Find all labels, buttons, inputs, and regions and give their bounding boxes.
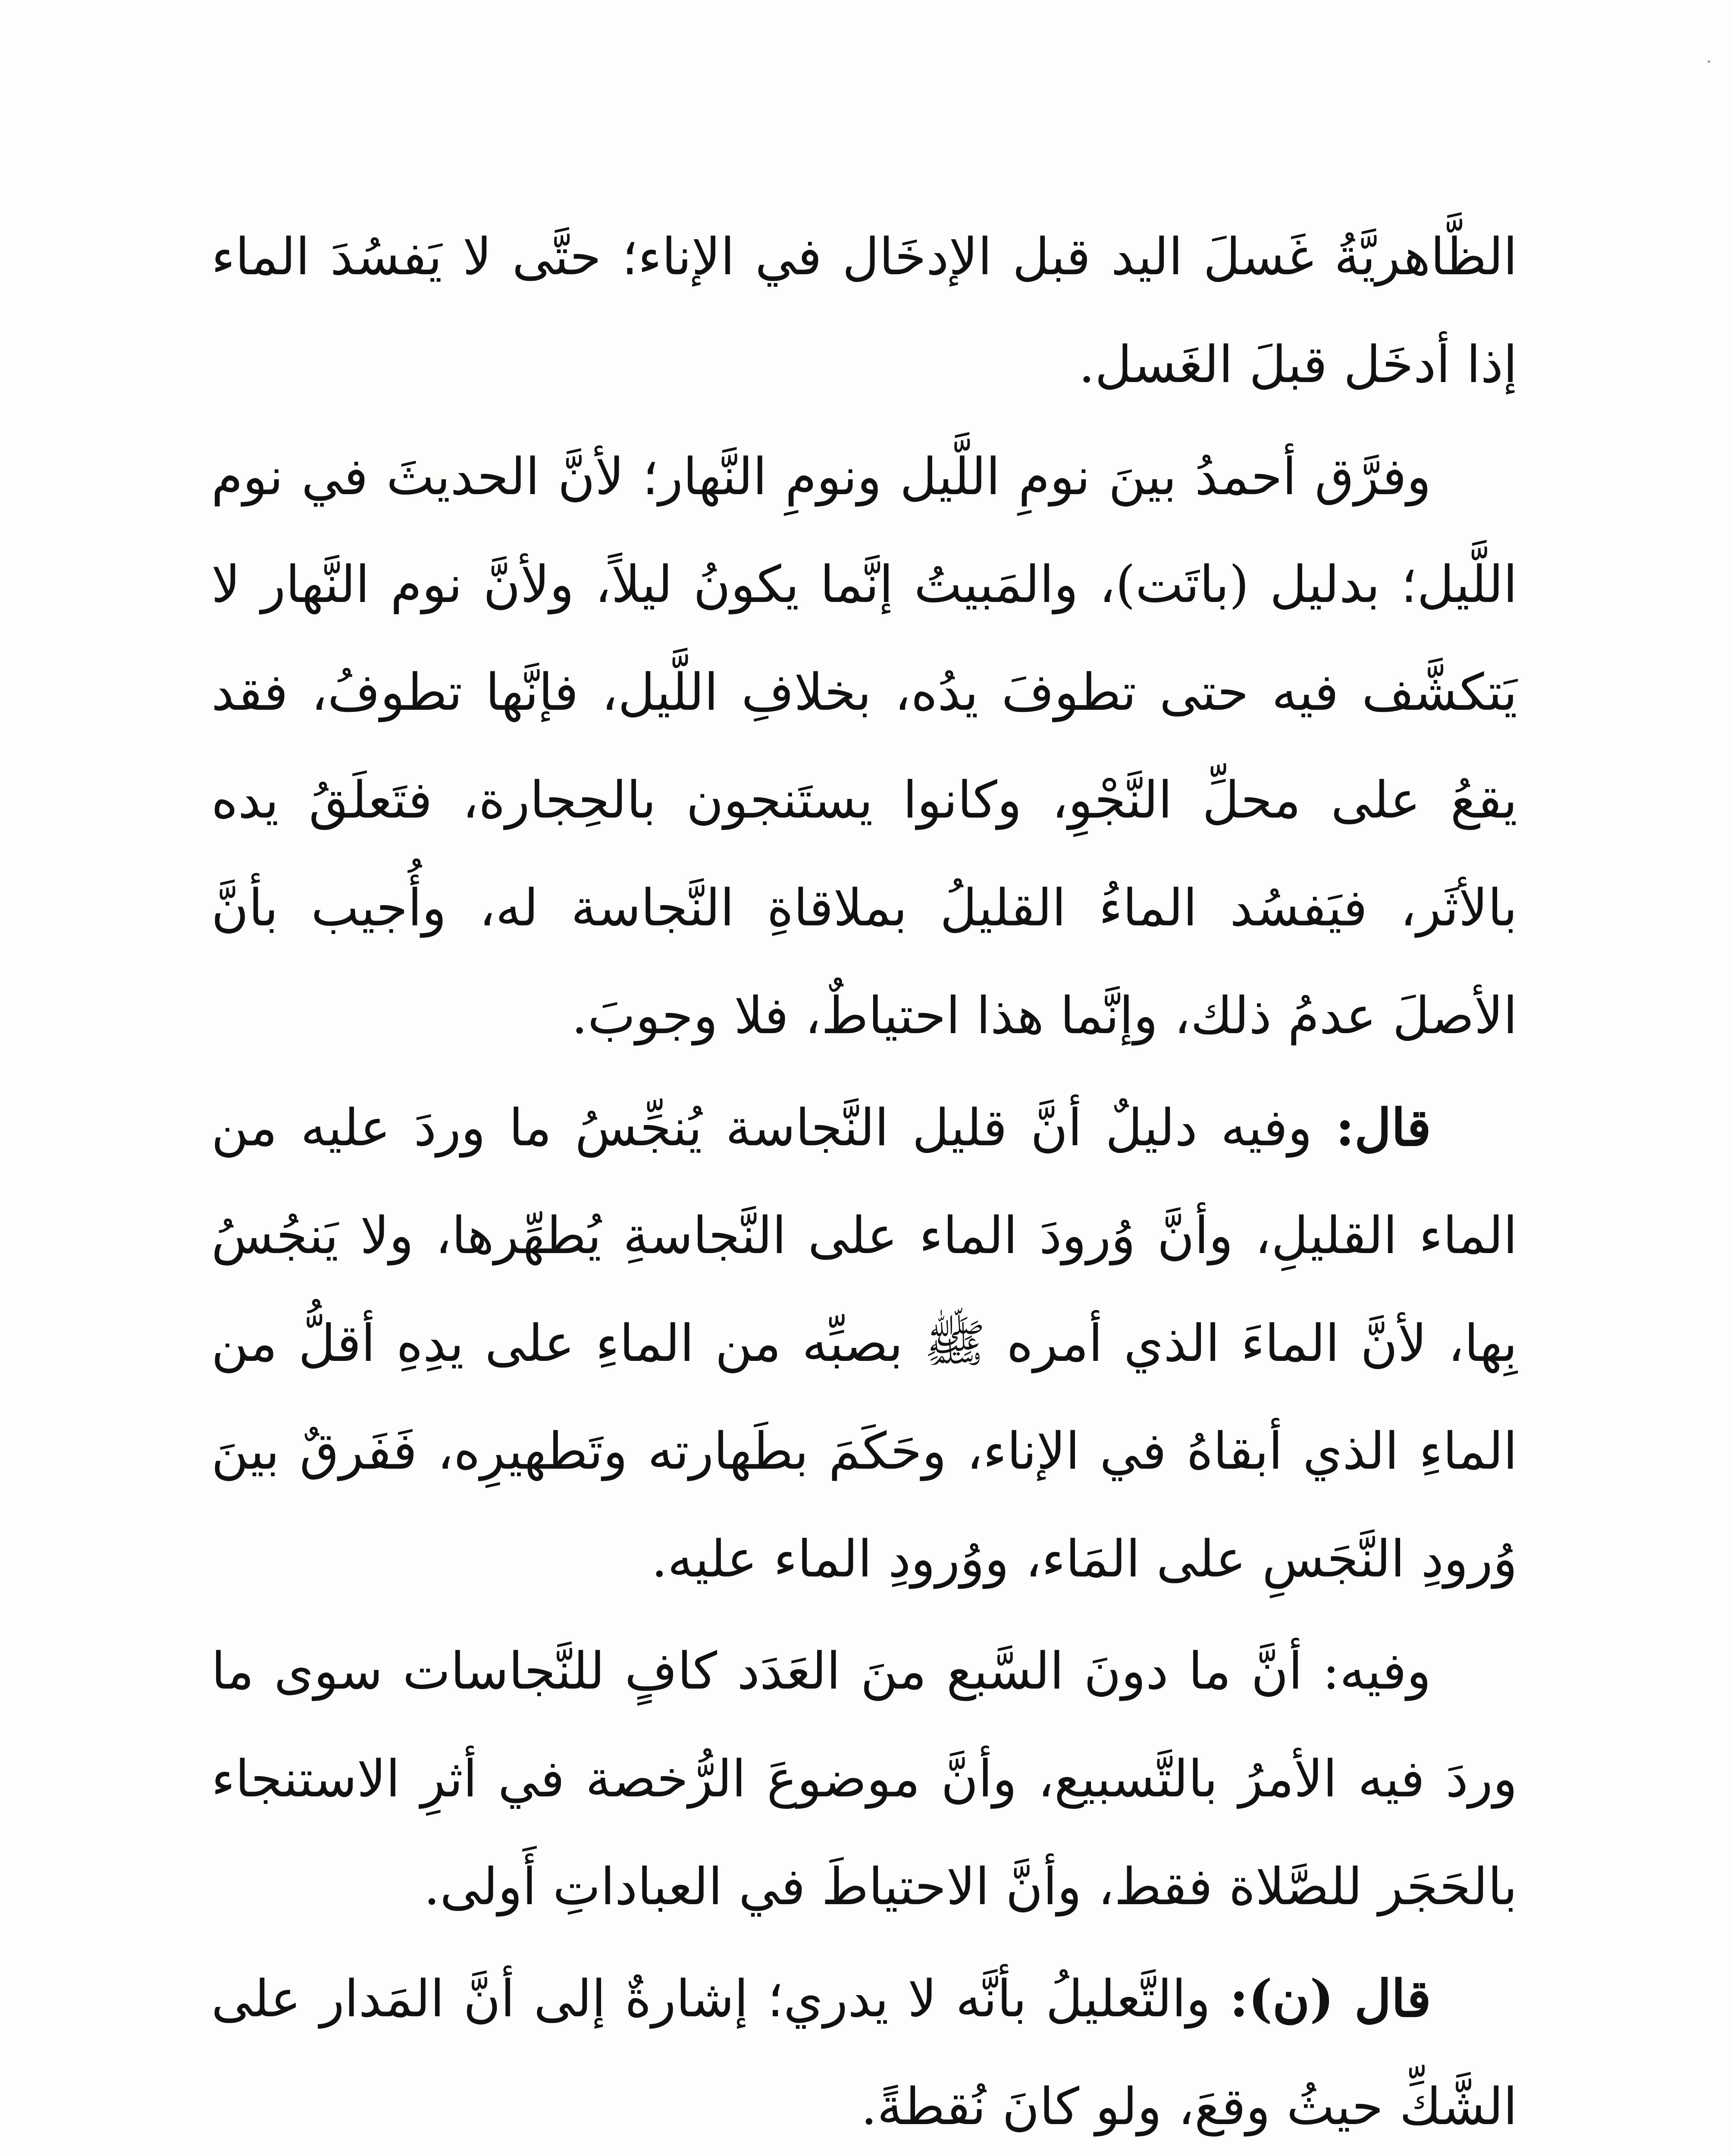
paragraph-4-text: وفيه: أنَّ ما دونَ السَّبع منَ العَدَد كافٍ للنَّجاسات سوى ما وردَ فيه الأمرُ بالتَّسبيع، وأنَّ موضوعَ الرُّخصة في أثرِ الاستنجاء بالحَجَر للصَّلاة فقط، وأنَّ الاحتياطَ في العباداتِ أَولى. bbox=[211, 1641, 1517, 1916]
paragraph-5-text: والتَّعليلُ بأنَّه لا يدري؛ إشارةٌ إلى أنَّ المَدار على الشَّكِّ حيثُ وقعَ، ولو كانَ نُقطةً. bbox=[211, 1969, 1517, 2136]
paragraph-5 bbox=[211, 1945, 1517, 2156]
paragraph-2 bbox=[211, 423, 1517, 1069]
scan-speck bbox=[1708, 60, 1710, 63]
paragraph-1-text: الظَّاهريَّةُ غَسلَ اليد قبل الإدخَال في الإناء؛ حتَّى لا يَفسُدَ الماء إذا أدخَل قبلَ الغَسل. bbox=[211, 227, 1517, 394]
paragraph-3 bbox=[211, 1074, 1517, 1613]
paragraph-2-text: وفرَّق أحمدُ بينَ نومِ اللَّيل ونومِ النَّهار؛ لأنَّ الحديثَ في نوم اللَّيل؛ بدليل (باتَت)، والمَبيتُ إنَّما يكونُ ليلاً، ولأنَّ نوم النَّهار لا يَتكشَّف فيه حتى تطوفَ يدُه، بخلافِ اللَّيل، فإنَّها تطوفُ، فقد يقعُ على محلِّ النَّجْوِ، وكانوا يستَنجون بالحِجارة، فتَعلَقُ يده بالأثَر، فيَفسُد الماءُ القليلُ بملاقاةِ النَّجاسة له، وأُجيب بأنَّ الأصلَ عدمُ ذلك، وإنَّما هذا احتياطٌ، فلا وجوبَ. bbox=[211, 447, 1517, 1045]
body-text bbox=[211, 203, 1517, 2156]
paragraph-3-text: وفيه دليلٌ أنَّ قليل النَّجاسة يُنجِّسُ ما وردَ عليه من الماء القليلِ، وأنَّ وُرودَ الماء على النَّجاسةِ يُطهِّرها، ولا يَنجُسُ بِها، لأنَّ الماءَ الذي أمره ﷺ بصبِّه من الماءِ على يدِهِ أقلُّ من الماءِ الذي أبقاهُ في الإناء، وحَكَمَ بطَهارته وتَطهيرِه، فَفَرقٌ بينَ وُرودِ النَّجَسِ على المَاء، ووُرودِ الماء عليه. bbox=[211, 1098, 1517, 1589]
paragraph-4 bbox=[211, 1617, 1517, 1940]
paragraph-1 bbox=[211, 203, 1517, 418]
paragraph-3-lead: قال: bbox=[1335, 1097, 1431, 1157]
paragraph-5-lead: قال (ن): bbox=[1229, 1968, 1431, 2028]
